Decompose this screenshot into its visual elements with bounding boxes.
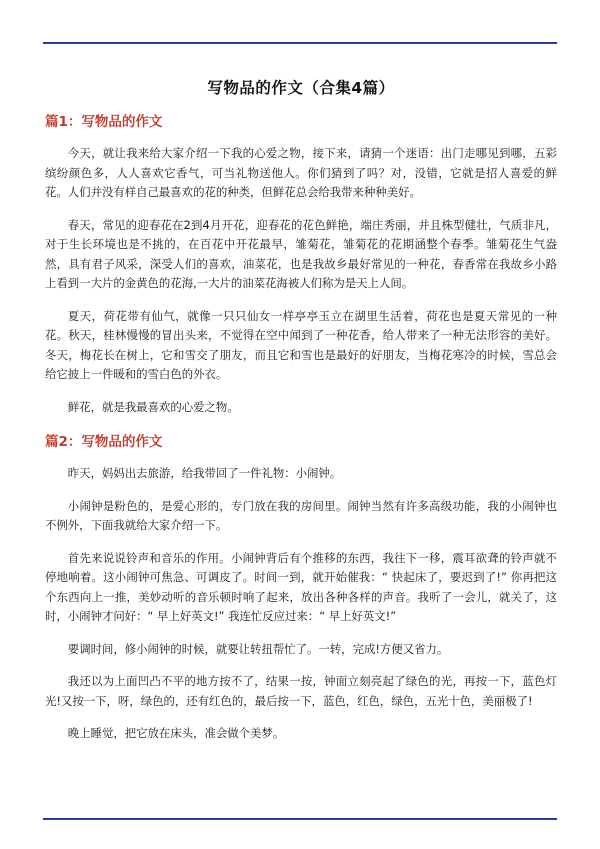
section-heading: 篇2：写物品的作文	[45, 434, 163, 450]
paragraph: 春天，常见的迎春花在2到4月开花，迎春花的花色鲜艳，端庄秀丽，并且株型健壮，气质非凡，对于生长环境也是不挑的，在百花中开花最早，雏菊花，雏菊花的花期涵整个春季。雏菊花生气盎然，具有君子风采，深受人们的喜欢，油菜花，也是我故乡最好常见的一种花，春香常在我故乡小路上看到一大片的金黄色的花海,一大片的油菜花海被人们称为是天上人间。	[45, 217, 557, 290]
section-2	[45, 430, 557, 744]
document-body	[45, 70, 557, 757]
paragraph: 昨天，妈妈出去旅游，给我带回了一件礼物：小闹钟。	[67, 466, 342, 480]
paragraph: 晚上睡觉，把它放在床头，准会做个美梦。	[67, 726, 285, 740]
paragraph: 鲜花，就是我最喜欢的心爱之物。	[67, 399, 239, 414]
paragraph: 首先来说说铃声和音乐的作用。小闹钟背后有个推移的东西，我往下一移，震耳欲聋的铃声就不停地响着。这小闹钟可焦急、可调皮了。时间一到，就开始催我：“ 快起床了，要迟到了!” 你再把这个东西向上一推，美妙动听的音乐顿时响了起来，放出各种各样的声音。我听了一会儿，就关了，这时，小闹钟才问好：“ 早上好英文!” 我连忙反应过来：“ 早上好英文!”	[45, 550, 557, 623]
paragraph: 小闹钟是粉色的，是爱心形的，专门放在我的房间里。闹钟当然有许多高级功能，我的小闹钟也不例外，下面我就给大家介绍一下。	[45, 498, 557, 532]
paragraph: 要调时间，修小闹钟的时候，就要让转扭帮忙了。一转，完成!方便又省力。	[67, 641, 449, 656]
bottom-divider	[43, 818, 557, 820]
paragraph: 夏天，荷花带有仙气，就像一只只仙女一样亭亭玉立在湖里生活着，荷花也是夏天常见的一种花。秋天，桂林慢慢的冒出头来，不觉得在空中闻到了一种花香，给人带来了一种无法形容的美好。冬天，梅花长在树上，它和雪交了朋友，而且它和雪也是最好的好朋友，当梅花寒冷的时候，雪总会给它披上一件暖和的雪白色的外衣。	[45, 308, 557, 381]
top-divider	[43, 42, 557, 44]
paragraph: 今天，就让我来给大家介绍一下我的心爱之物，接下来，请猜一个迷语：出门走哪见到哪，五彩缤纷颜色多，人人喜欢它香气，可当礼物送他人。你们猜到了吗？对，没错，它就是招人喜爱的鲜花。人们并没有样自己最喜欢的花的种类，但鲜花总会给我带来种种美好。	[45, 146, 557, 199]
section-heading: 篇1：写物品的作文	[45, 114, 163, 130]
section-1	[45, 110, 557, 417]
page-title: 写物品的作文（合集4篇）	[207, 79, 395, 97]
paragraph: 我还以为上面凹凸不平的地方按不了，结果一按，钟面立刻亮起了绿色的光，再按一下，蓝色灯光!又按一下，呀，绿色的，还有红色的，最后按一下，蓝色，红色，绿色，五光十色，美丽极了!	[45, 674, 557, 708]
